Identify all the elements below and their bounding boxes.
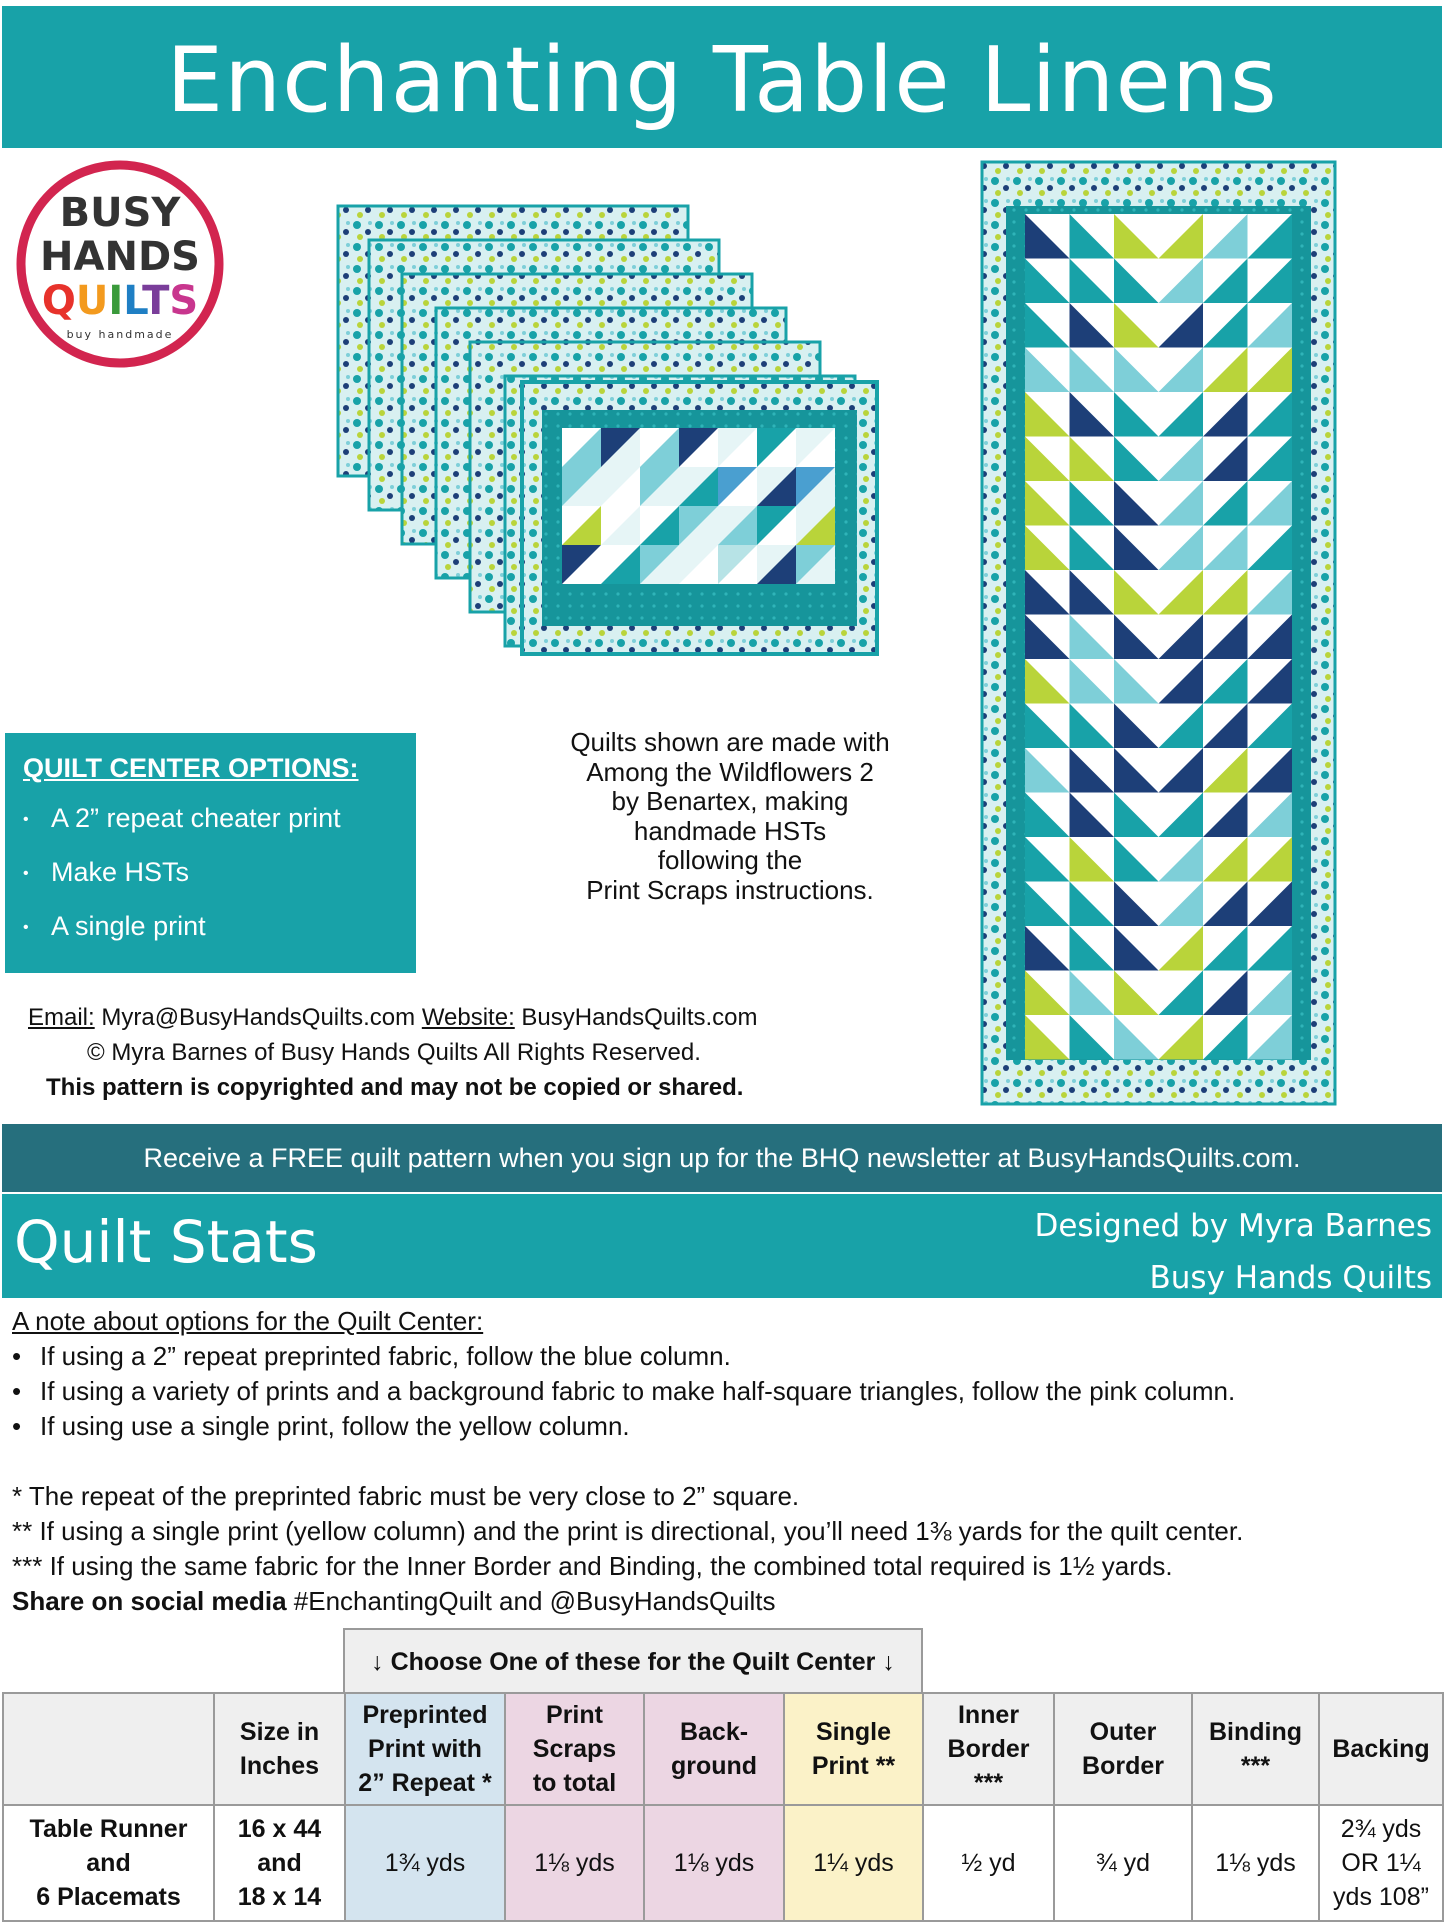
placemats-illustration	[338, 206, 877, 654]
cell-inner-border: ½ yd	[923, 1805, 1054, 1921]
notes-heading: A note about options for the Quilt Center:	[12, 1306, 484, 1336]
header-print-scraps: Print Scraps to total	[505, 1693, 644, 1805]
logo-letter: I	[108, 278, 124, 324]
newsletter-banner: Receive a FREE quilt pattern when you sign up for the BHQ newsletter at BusyHandsQuilts.com.	[2, 1124, 1442, 1192]
header-preprinted: Preprinted Print with 2” Repeat *	[345, 1693, 505, 1805]
logo-letter: T	[142, 278, 170, 324]
header-project	[3, 1693, 214, 1805]
options-list	[23, 803, 341, 965]
header-backing: Backing	[1319, 1693, 1443, 1805]
header-background: Back- ground	[644, 1693, 784, 1805]
option-item: • Make HSTs	[23, 857, 190, 887]
notes-bullet: • If using a variety of prints and a background fabric to make half-square triangles, follow the pink column.	[12, 1376, 1236, 1406]
logo-word-busy: BUSY	[59, 190, 181, 236]
notes-bullet: • If using a 2” repeat preprinted fabric, follow the blue column.	[12, 1341, 731, 1371]
website-link[interactable]: BusyHandsQuilts.com	[521, 1004, 758, 1031]
fabric-note: Quilts shown are made with Among the Wildflowers 2 by Benartex, making handmade HSTs following the Print Scraps instructions.	[570, 727, 890, 905]
fabric-requirements-table	[2, 1692, 1444, 1922]
cell-preprinted: 1¾ yds	[345, 1805, 505, 1921]
cell-background: 1⅛ yds	[644, 1805, 784, 1921]
email-label: Email:	[28, 1004, 95, 1031]
title-banner	[2, 6, 1442, 148]
rights-reserved: © Myra Barnes of Busy Hands Quilts All Rights Reserved.	[87, 1039, 701, 1066]
header-outer-border: Outer Border	[1054, 1693, 1192, 1805]
quilt-center-options-box	[5, 733, 416, 973]
logo-word-quilts	[14, 278, 226, 324]
logo-word-hands: HANDS	[40, 234, 200, 280]
designer-credit: Designed by Myra Barnes Busy Hands Quilts	[1034, 1208, 1432, 1296]
footnote: ** If using a single print (yellow column) and the print is directional, you’ll need 1⅜ yards for the quilt center.	[12, 1516, 1244, 1546]
quilt-stats-banner	[2, 1194, 1442, 1298]
logo-tagline: buy handmade	[66, 328, 174, 341]
header-binding: Binding ***	[1192, 1693, 1319, 1805]
option-item: • A single print	[23, 911, 206, 941]
busy-hands-quilts-logo	[14, 158, 226, 370]
header-inner-border: Inner Border ***	[923, 1693, 1054, 1805]
cell-backing: 2¾ yds OR 1¼ yds 108”	[1319, 1805, 1443, 1921]
cell-binding: 1⅛ yds	[1192, 1805, 1319, 1921]
quilt-stats-heading: Quilt Stats	[14, 1208, 318, 1276]
cell-outer-border: ¾ yd	[1054, 1805, 1192, 1921]
notes-bullet: • If using use a single print, follow the yellow column.	[12, 1411, 630, 1441]
table-runner-illustration	[982, 162, 1335, 1104]
cell-print-scraps: 1⅛ yds	[505, 1805, 644, 1921]
quilt-center-notes	[12, 1304, 1432, 1619]
options-heading: QUILT CENTER OPTIONS:	[23, 753, 359, 783]
footnote: *** If using the same fabric for the Inner Border and Binding, the combined total required is 1½ yards.	[12, 1551, 1173, 1581]
cell-project-name: Table Runner and 6 Placemats	[3, 1805, 214, 1921]
logo-letter: Q	[41, 278, 76, 324]
footnote: * The repeat of the preprinted fabric must be very close to 2” square.	[12, 1481, 800, 1511]
logo-letter: L	[123, 278, 143, 324]
page-title: Enchanting Table Linens	[166, 28, 1278, 133]
logo-letter: S	[169, 278, 199, 324]
table-header-row	[3, 1693, 1443, 1805]
share-line: Share on social media #EnchantingQuilt and @BusyHandsQuilts	[12, 1586, 776, 1616]
table-row	[3, 1805, 1443, 1921]
choose-one-banner: ↓ Choose One of these for the Quilt Center ↓	[343, 1628, 923, 1694]
email-link[interactable]: Myra@BusyHandsQuilts.com	[101, 1004, 416, 1031]
logo-letter: U	[75, 278, 109, 324]
header-single-print: Single Print **	[784, 1693, 923, 1805]
website-label: Website:	[421, 1004, 515, 1031]
cell-size: 16 x 44 and 18 x 14	[214, 1805, 345, 1921]
cell-single-print: 1¼ yds	[784, 1805, 923, 1921]
option-item: • A 2” repeat cheater print	[23, 803, 341, 833]
header-size: Size in Inches	[214, 1693, 345, 1805]
copyright-notice: This pattern is copyrighted and may not be copied or shared.	[46, 1074, 744, 1101]
